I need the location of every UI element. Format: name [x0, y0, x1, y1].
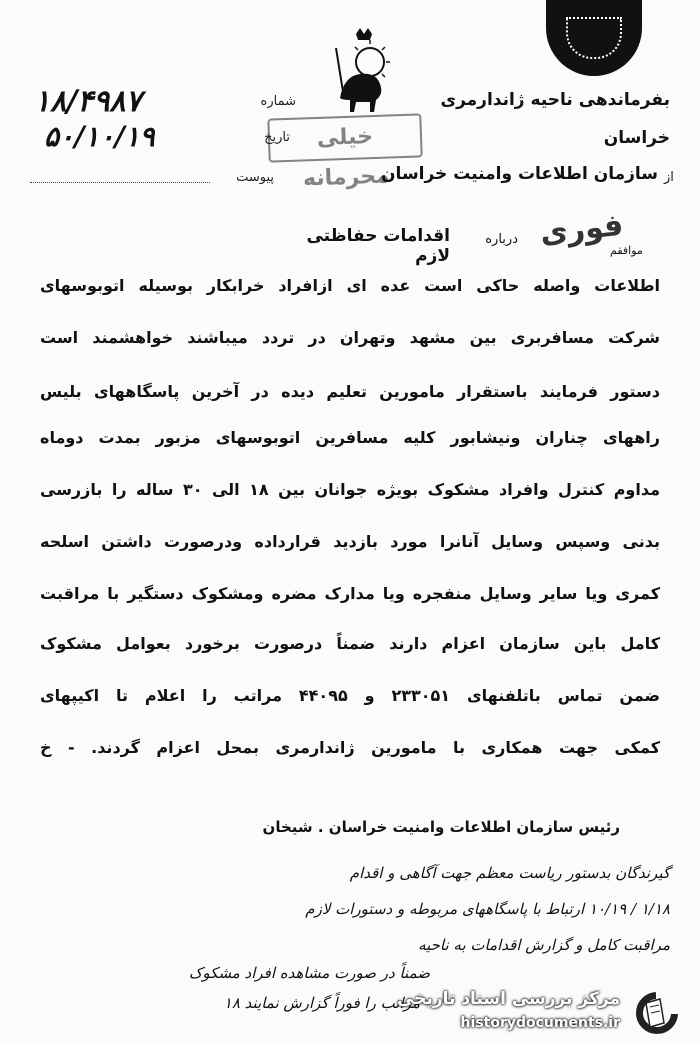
watermark-title: مرکز بررسی اسناد تاریخی — [397, 989, 620, 1009]
number-label: شماره — [260, 94, 296, 109]
province-line: خراسان — [603, 128, 670, 148]
handwritten-note-3: مراقبت کامل و گزارش اقدامات به ناحیه — [418, 936, 670, 954]
handwritten-note-1: گیرندگان بدستور ریاست معظم جهت آگاهی و اقدام — [349, 864, 670, 882]
archive-logo-icon — [630, 989, 684, 1035]
lion-and-sun-emblem-icon — [330, 28, 398, 118]
handwritten-note-4: ضمناً در صورت مشاهده افراد مشکوک — [188, 964, 430, 982]
body-line-1: اطلاعات واصله حاکی است عده ای ازافراد خرابکار بوسیله اتوبوسهای — [40, 276, 660, 295]
body-line-2: شرکت مسافربری بین مشهد وتهران در تردد میباشند خواهشمند است — [40, 328, 660, 347]
attachment-label: پیوست — [236, 170, 274, 185]
watermark-url: historydocuments.ir — [460, 1015, 620, 1031]
handwritten-note-2: ۱/۱۸ / ۱۰/۱۹ ارتباط با پاسگاههای مربوطه و دستورات لازم — [305, 900, 670, 918]
recipient-line: بفرماندهی ناحیه ژاندارمری — [440, 90, 670, 110]
body-line-3: دستور فرمایند باستقرار مامورین تعلیم دیده در آخرین پاسگاههای بلیس — [40, 382, 660, 401]
sender-line: سازمان اطلاعات وامنیت خراسان — [381, 164, 658, 184]
body-line-8: کامل باین سازمان اعزام دارند ضمناً درصورت برخورد بعوامل مشکوک — [40, 634, 660, 653]
letter-number-value: ۱۸/۴۹۸۷ — [34, 84, 142, 119]
subject-label: درباره — [485, 232, 518, 247]
body-line-6: بدنی وسپس وسایل آنانرا مورد بازدید قرارداده ودرصورت داشتن اسلحه — [40, 532, 660, 551]
from-label: از — [664, 170, 674, 185]
body-line-4: راههای چناران ونیشابور کلیه مسافرین اتوبوسهای مزبور بمدت دوماه — [40, 428, 660, 447]
classification-stamp: خیلی محرمانه — [267, 113, 422, 162]
body-line-5: مداوم کنترل وافراد مشکوک بویژه جوانان بین ۱۸ الی ۳۰ ساله را بازرسی — [40, 480, 661, 499]
attachment-line — [30, 182, 210, 183]
signature-line: رئیس سازمان اطلاعات وامنیت خراسان . شیخان — [262, 818, 620, 836]
date-label: تاریخ — [264, 130, 290, 145]
ministry-seal-icon — [546, 0, 642, 76]
body-line-7: کمری ویا سایر وسایل منفجره ویا مدارک مضره ومشکوک دستگیر با مراقبت — [40, 584, 660, 603]
archive-watermark — [397, 985, 692, 1039]
subject-value: اقدامات حفاظتی لازم — [306, 226, 450, 266]
urgent-handwritten-mark: فوری — [538, 207, 625, 252]
body-line-9: ضمن تماس باتلفنهای ۲۳۳۰۵۱ و ۴۴۰۹۵ مراتب را اعلام تا اکیپهای — [40, 686, 661, 705]
body-line-10: کمکی جهت همکاری با مامورین ژاندارمری بمحل اعزام گردند. - خ — [40, 738, 660, 757]
handwritten-note-5: مراتب را فوراً گزارش نمایند ۱۸ — [223, 994, 420, 1012]
approval-handwritten-mark: موافقم — [610, 244, 643, 257]
letter-date-value: ۵۰/۱۰/۱۹ — [44, 120, 155, 153]
